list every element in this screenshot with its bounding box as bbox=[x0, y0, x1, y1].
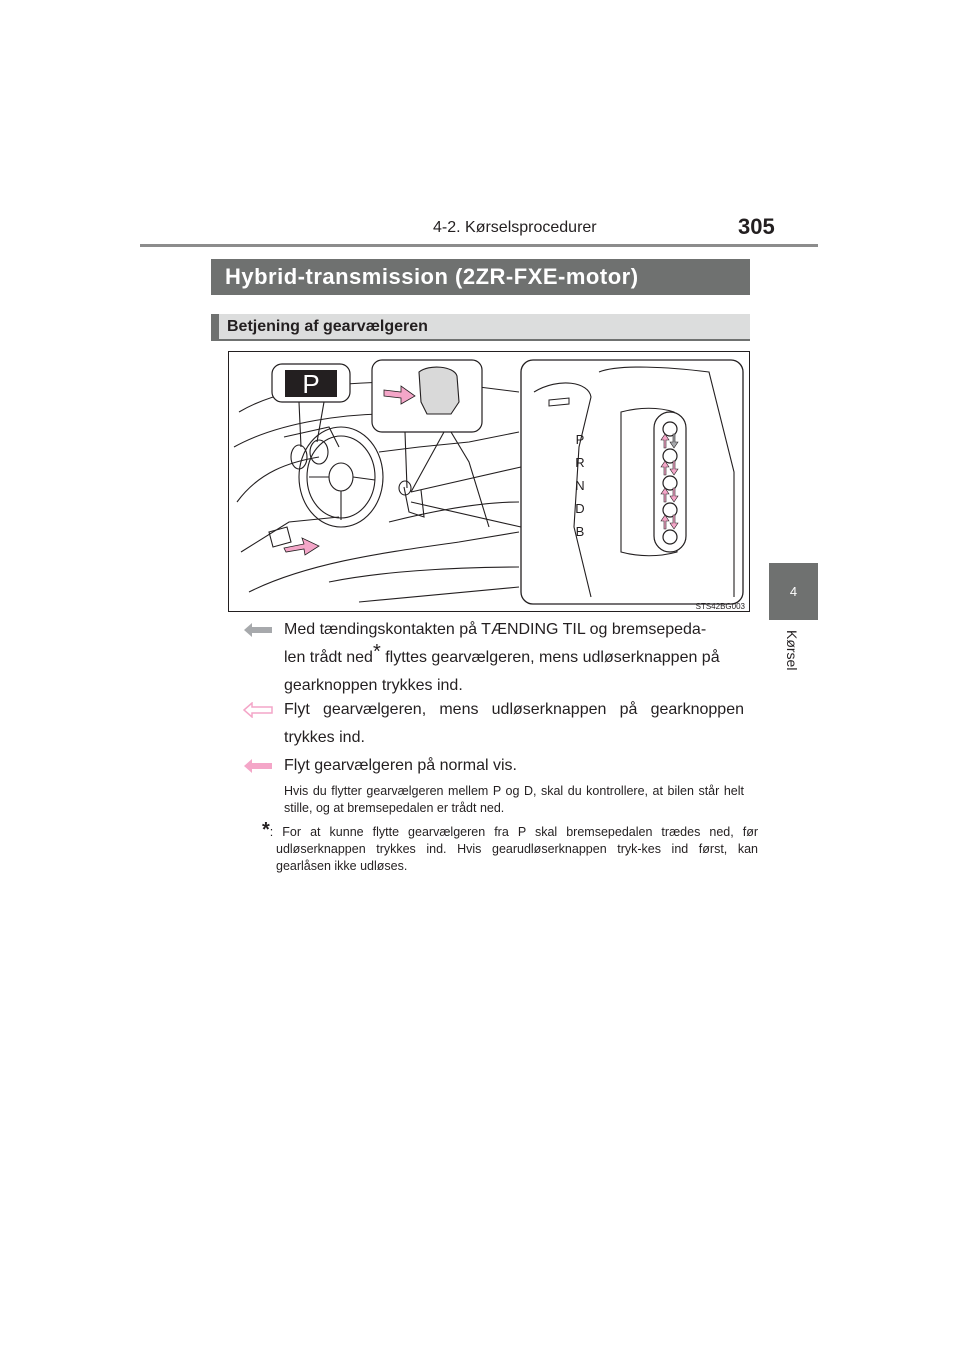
legend-item-1 bbox=[284, 616, 744, 700]
pink-filled-arrow-icon bbox=[243, 758, 273, 774]
footnote bbox=[262, 819, 758, 875]
legend-item-1-line-1: Med tændingskontakten på TÆNDING TIL og bremsepeda- bbox=[284, 621, 707, 638]
gray-arrow-icon bbox=[243, 622, 273, 638]
legend-item-1-line-3: gearknoppen trykkes ind. bbox=[284, 677, 463, 694]
chapter-label: Kørsel bbox=[784, 630, 800, 671]
gear-letter-n: N bbox=[575, 478, 585, 493]
section-subtitle-bar bbox=[211, 314, 750, 341]
footnote-asterisk: * bbox=[372, 640, 381, 663]
gear-letter-r: R bbox=[575, 455, 585, 470]
footnote-mark: * bbox=[262, 819, 270, 841]
section-header: 4-2. Kørselsprocedurer bbox=[433, 219, 597, 236]
gear-letter-p: P bbox=[575, 432, 585, 447]
note-text: Hvis du flytter gearvælgeren mellem P og D, skal du kontrollere, at bilen står helt stille, og at bremsepedalen er trådt ned. bbox=[284, 784, 744, 815]
illustration-svg bbox=[229, 352, 749, 611]
chapter-tab[interactable]: 4 bbox=[769, 563, 818, 620]
gear-selector-illustration bbox=[228, 351, 750, 612]
header-divider bbox=[140, 244, 818, 247]
pink-arrow-icon bbox=[243, 702, 273, 718]
page-number: 305 bbox=[738, 214, 775, 239]
subtitle-accent bbox=[211, 314, 219, 339]
page-title: Hybrid-transmission (2ZR-FXE-motor) bbox=[211, 259, 750, 295]
legend-item-2: Flyt gearvælgeren, mens udløserknappen på gearknoppen trykkes ind. bbox=[284, 701, 744, 746]
figure-code: STS42BG003 bbox=[695, 602, 745, 611]
footnote-text: : For at kunne flytte gearvælgeren fra P skal bremsepedalen trædes ned, før udløserknappen trykkes ind. Hvis gearudløserknappen tryk-kes ind først, kan gearlåsen ikke udløses. bbox=[269, 825, 758, 873]
section-subtitle: Betjening af gearvælgeren bbox=[227, 318, 428, 335]
legend-item-1-line-2: len trådt ned* flyttes gearvælgeren, mens udløserknappen på bbox=[284, 640, 720, 666]
p-callout-letter: P bbox=[302, 369, 320, 399]
legend-item-3: Flyt gearvælgeren på normal vis. bbox=[284, 757, 517, 774]
gear-letter-b: B bbox=[575, 524, 585, 539]
gear-letter-d: D bbox=[575, 501, 585, 516]
